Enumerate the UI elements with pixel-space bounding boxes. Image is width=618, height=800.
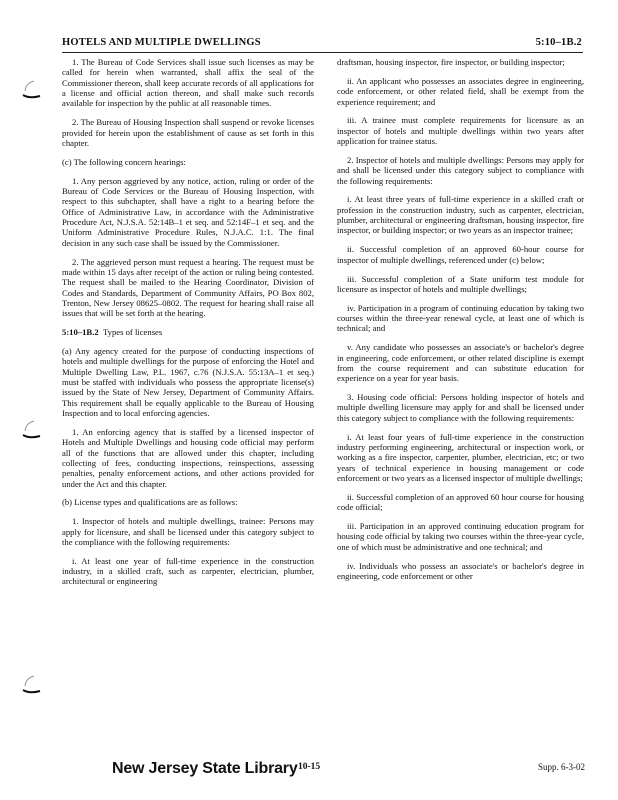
header-title: HOTELS AND MULTIPLE DWELLINGS bbox=[62, 37, 261, 48]
paragraph: iii. A trainee must complete requirements for licensure as an inspector of hotels and multiple dwellings within two years after application for trainee status. bbox=[337, 115, 584, 147]
right-column bbox=[337, 57, 584, 590]
section-heading bbox=[62, 327, 314, 337]
paragraph: ii. An applicant who possesses an associates degree in engineering, code enforcement, or other related field, shall be exempt from the experience requirement; and bbox=[337, 75, 584, 107]
paragraph: 2. The aggrieved person must request a hearing. The request must be made within 15 days after receipt of the action or ruling being contested. The request shall be mailed to the Hearing Coordinator, Division of Codes and Standards, Department of Community Affairs, PO Box 802, Trenton, New Jersey 08625–0802. The request for hearing shall raise all issues that will be set forth at the hearing. bbox=[62, 256, 314, 319]
paragraph: 1. Inspector of hotels and multiple dwellings, trainee: Persons may apply for licensure, and shall be licensed under this category subject to the compliance with the following requirements: bbox=[62, 516, 314, 547]
header-section-number: 5:10–1B.2 bbox=[535, 37, 582, 48]
library-watermark: New Jersey State Library bbox=[112, 760, 298, 777]
paragraph: 1. An enforcing agency that is staffed by a licensed inspector of Hotels and Multiple Dwellings and housing code official may perform all of the functions that are allowed under this chapter, including collecting of fees, conducting inspections, reinspections, assessing penalties, penalty enforcement actions, and other actions provided for under the Act and this chapter. bbox=[62, 426, 314, 489]
section-heading-number: 5:10–1B.2 bbox=[62, 327, 99, 338]
page-number: 10-15 bbox=[298, 762, 321, 772]
paragraph: ii. Successful completion of an approved 60 hour course for housing code official; bbox=[337, 491, 584, 513]
binder-hole-mark bbox=[20, 78, 42, 104]
paragraph: iv. Individuals who possess an associate's or bachelor's degree in engineering, code enforcement or other bbox=[337, 560, 584, 581]
paragraph: i. At least three years of full-time experience in a skilled craft or profession in the construction industry, such as carpenter, electrician, plumber, architectural or engineering draftsman, housing inspector, fire inspector, or building inspector; or two years as an inspector trainee; bbox=[337, 194, 584, 236]
left-column bbox=[62, 57, 314, 595]
paragraph: 3. Housing code official: Persons holding inspector of hotels and multiple dwelling licensure may apply for and shall be licensed under this category subject to compliance with the following requirements: bbox=[337, 392, 584, 423]
paragraph: 1. The Bureau of Code Services shall issue such licenses as may be called for herein when warranted, shall affix the seal of the Commissioner thereon, shall keep accurate records of all applications for a license and official action thereon, and shall make such records available for inspection by the public at all reasonable times. bbox=[62, 57, 314, 109]
binder-hole-mark bbox=[20, 418, 42, 444]
paragraph: iii. Participation in an approved continuing education program for housing code official by taking two courses within the three-year cycle, one of which must be administrative and one technical; and bbox=[337, 521, 584, 552]
paragraph: iv. Participation in a program of continuing education by taking two courses within the three-year renewal cycle, at least one of which is technical; and bbox=[337, 302, 584, 334]
paragraph: (c) The following concern hearings: bbox=[62, 156, 186, 167]
paragraph: 2. Inspector of hotels and multiple dwellings: Persons may apply for and shall be licensed under this category subject to compliance with the following requirements: bbox=[337, 154, 584, 186]
paragraph: (a) Any agency created for the purpose of conducting inspections of hotels and multiple dwellings for the purpose of enforcing the Hotel and Multiple Dwelling Law, P.L. 1967, c.76 (N.J.S.A. 55:13A–1 et seq.) must be staffed with individuals who possess the appropriate license(s) issued by the State of New Jersey, Department of Community Affairs. This requirement shall be equally applicable to the Bureau of Housing Inspection and to local enforcing agencies. bbox=[62, 345, 314, 418]
paragraph: i. At least one year of full-time experience in the construction industry, in a skilled craft, such as carpenter, electrician, plumber, architectural or engineering bbox=[62, 555, 314, 587]
paragraph: i. At least four years of full-time experience in the construction industry performing engineering, architectural or inspection work, or working as a fire inspector, carpenter, plumber, electrician, etc; or two years of technical experience in housing management or code enforcement or two years as a licensed inspector of multiple dwellings; bbox=[337, 431, 584, 483]
running-header bbox=[62, 37, 582, 51]
paragraph: (b) License types and qualifications are as follows: bbox=[62, 497, 238, 508]
header-rule bbox=[62, 52, 583, 53]
paragraph: v. Any candidate who possesses an associate's or bachelor's degree in engineering, code enforcement, or other related discipline is exempt from the course requirement and can substitute education for experience on a year for year basis. bbox=[337, 342, 584, 384]
paragraph: 2. The Bureau of Housing Inspection shall suspend or revoke licenses provided for herein upon the establishment of cause as set forth in this chapter. bbox=[62, 117, 314, 148]
paragraph: ii. Successful completion of an approved 60-hour course for inspector of multiple dwellings, referenced under (c) below; bbox=[337, 244, 584, 265]
supplement-date: Supp. 6-3-02 bbox=[538, 762, 585, 772]
paragraph: iii. Successful completion of a State uniform test module for licensure as inspector of hotels and multiple dwellings; bbox=[337, 273, 584, 294]
section-heading-title: Types of licenses bbox=[102, 327, 163, 338]
paragraph: draftsman, housing inspector, fire inspector, or building inspector; bbox=[337, 57, 565, 67]
binder-hole-mark bbox=[20, 673, 42, 699]
paragraph: 1. Any person aggrieved by any notice, action, ruling or order of the Bureau of Code Services or the Bureau of Housing Inspection, with respect to this subchapter, shall have a right to a hearing before the Office of Administrative Law, in accordance with the Administrative Procedure Act, N.J.S.A. 52:14B–1 et seq. and 52:14F–1 et seq. and the Uniform Administrative Procedure Rules, N.J.A.C. 1:1. The final decision in any such case shall be issued by the Commissioner. bbox=[62, 175, 314, 248]
